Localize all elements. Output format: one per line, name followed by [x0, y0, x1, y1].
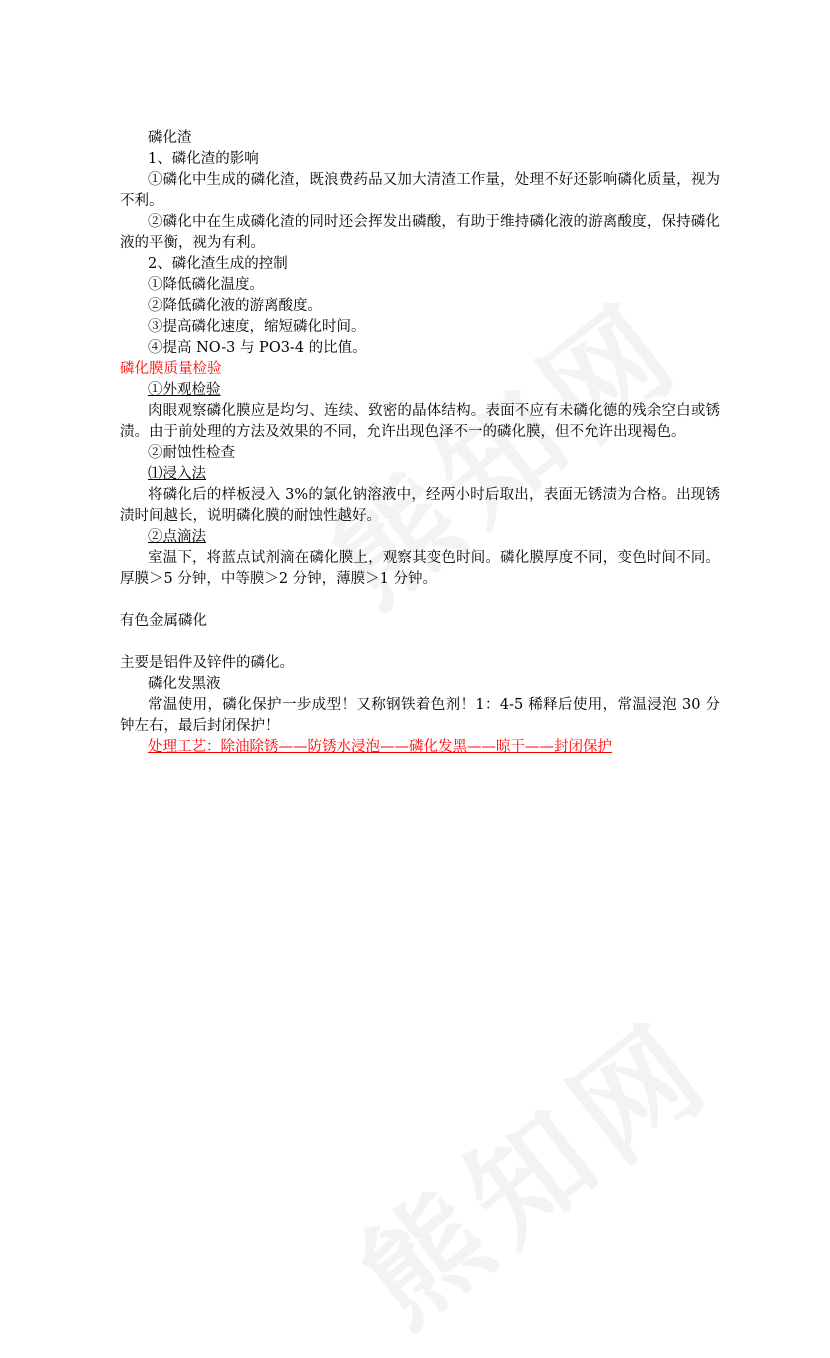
paragraph: 肉眼观察磷化膜应是均匀、连续、致密的晶体结构。表面不应有未磷化德的残余空白或锈渍。由于前处理的方法及效果的不同，允许出现色泽不一的磷化膜，但不允许出现褐色。 — [120, 403, 720, 440]
section-title: 磷化渣 — [148, 130, 192, 146]
subheading: 磷化发黑液 — [148, 676, 221, 692]
paragraph: 将磷化后的样板浸入 3%的氯化钠溶液中，经两小时后取出，表面无锈渍为合格。出现锈渍时间越长，说明磷化膜的耐蚀性越好。 — [120, 487, 720, 524]
subheading-underlined — [120, 380, 720, 401]
spacer — [120, 632, 720, 653]
section-title: 有色金属磷化 — [120, 613, 207, 629]
spacer — [120, 590, 720, 611]
watermark — [320, 974, 743, 1357]
subheading: 2、磷化渣生成的控制 — [148, 256, 288, 272]
paragraph: 常温使用，磷化保护一步成型！又称钢铁着色剂！1：4-5 稀释后使用，常温浸泡 30 分钟左右，最后封闭保护！ — [120, 697, 720, 734]
paragraph: 主要是铝件及锌件的磷化。 — [120, 655, 294, 671]
paragraph: ①磷化中生成的磷化渣，既浪费药品又加大清渣工作量，处理不好还影响磷化质量，视为不利。 — [120, 172, 720, 209]
document-body — [120, 128, 720, 758]
section-title-red: 磷化膜质量检验 — [120, 361, 222, 377]
paragraph: ②磷化中在生成磷化渣的同时还会挥发出磷酸，有助于维持磷化液的游离酸度，保持磷化液的平衡，视为有利。 — [120, 214, 720, 251]
subheading-text: ⑴浸入法 — [148, 466, 206, 482]
list-item: ④提高 NO-3 与 PO3-4 的比值。 — [148, 340, 367, 356]
subheading-underlined — [120, 464, 720, 485]
list-item: ③提高磷化速度，缩短磷化时间。 — [148, 319, 366, 335]
subheading-text: ②点滴法 — [148, 529, 206, 545]
subheading-text: ①外观检验 — [148, 382, 221, 398]
list-item: ②降低磷化液的游离酸度。 — [148, 298, 322, 314]
process-text: 处理工艺：除油除锈——防锈水浸泡——磷化发黑——晾干——封闭保护 — [148, 739, 612, 755]
paragraph: 室温下，将蓝点试剂滴在磷化膜上，观察其变色时间。磷化膜厚度不同，变色时间不同。厚膜＞5 分钟，中等膜＞2 分钟，薄膜＞1 分钟。 — [120, 550, 720, 587]
subheading: ②耐蚀性检查 — [148, 445, 235, 461]
list-item: ①降低磷化温度。 — [148, 277, 264, 293]
subheading-underlined — [120, 527, 720, 548]
subheading: 1、磷化渣的影响 — [148, 151, 259, 167]
process-line — [120, 737, 720, 758]
